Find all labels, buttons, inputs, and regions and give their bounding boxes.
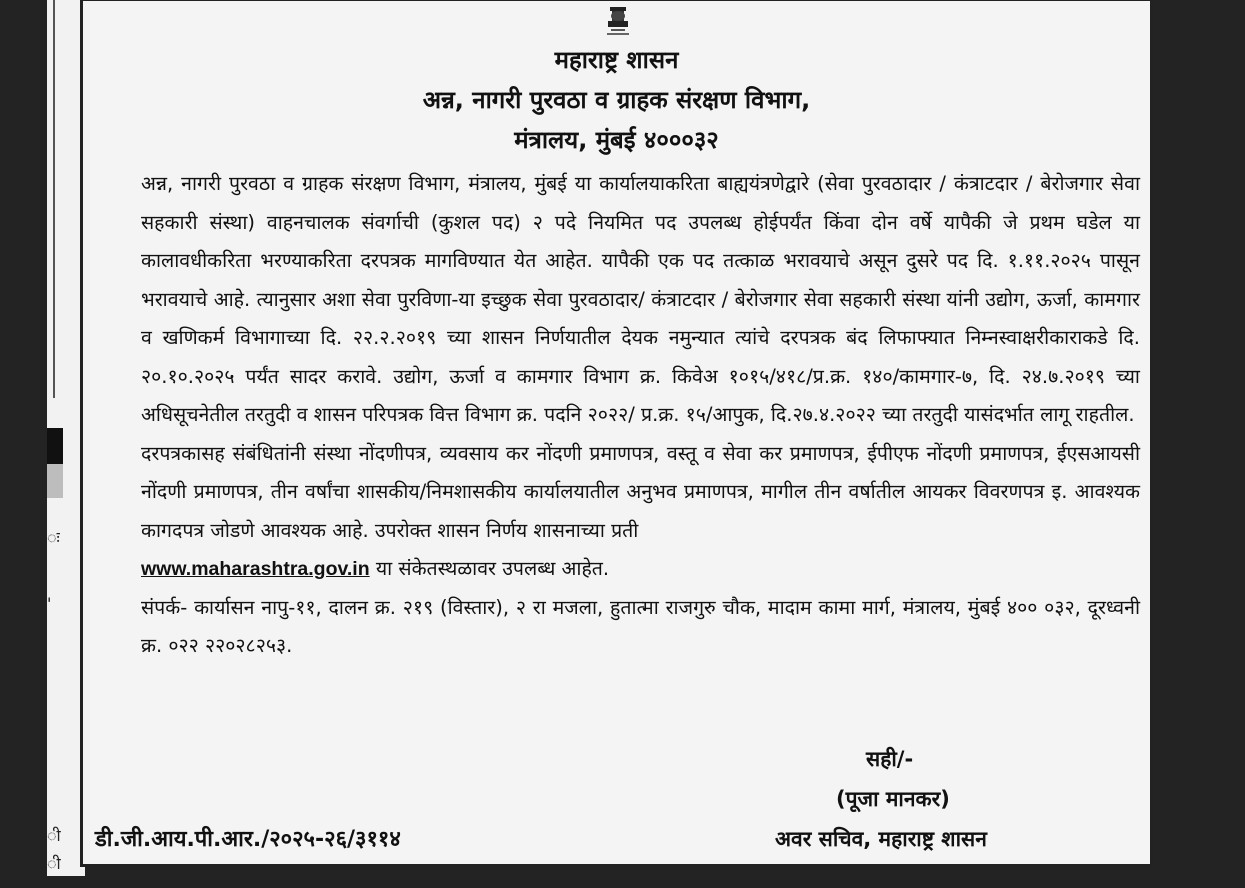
reference-number: डी.जी.आय.पी.आर./२०२५-२६/३११४ xyxy=(95,827,401,852)
notice-body xyxy=(95,165,1140,666)
adjacent-page-fragment: ी xyxy=(47,826,61,845)
paragraph-documents xyxy=(95,435,1140,589)
adjacent-page-fragment: ' xyxy=(47,594,52,613)
paragraph-contact: संपर्क- कार्यासन नापु-११, दालन क्र. २१९ (विस्तार), २ रा मजला, हुतात्मा राजगुरु चौक, मादाम कामा मार्ग, मंत्रालय, मुंबई ४०० ०३२, दूरध्वनी क्र. ०२२ २२०२८२५३. xyxy=(141,595,1140,657)
signature-designation: अवर सचिव, महाराष्ट्र शासन xyxy=(775,827,987,851)
header-government: महाराष्ट्र शासन xyxy=(554,46,679,74)
adjacent-page-rule xyxy=(53,0,55,398)
adjacent-page-shade xyxy=(47,464,63,498)
adjacent-page-block xyxy=(47,428,63,464)
notice-paper xyxy=(80,0,1153,867)
paragraph-tender-details: अन्न, नागरी पुरवठा व ग्राहक संरक्षण विभाग, मंत्रालय, मुंबई या कार्यालयाकरिता बाह्ययंत्रणेद्वारे (सेवा पुरवठादार / कंत्राटदार / बेरोजगार सेवा सहकारी संस्था) वाहनचालक संवर्गाची (कुशल पद) २ पदे नियमित पद उपलब्ध होईपर्यंत किंवा दोन वर्षे यापैकी जे प्रथम घडेल या कालावधीकरिता भरण्याकरिता दरपत्रक मागविण्यात येत आहेत. यापैकी एक पद तत्काळ भरावयाचे असून दुसरे पद दि. १.११.२०२५ पासून भरावयाचे आहे. त्यानुसार अशा सेवा पुरविणा-या इच्छुक सेवा पुरवठादार/ कंत्राटदार / बेरोजगार सेवा सहकारी संस्था यांनी उद्योग, ऊर्जा, कामगार व खणिकर्म विभागाच्या दि. २२.२.२०१९ च्या शासन निर्णयातील देयक नमुन्यात त्यांचे दरपत्रक बंद लिफाफ्यात निम्नस्वाक्षरीकाराकडे दि. २०.१०.२०२५ पर्यंत सादर करावे. उद्योग, ऊर्जा व कामगार विभाग क्र. किवेअ १०१५/४१८/प्र.क्र. १४०/कामगार-७, दि. २४.७.२०१९ च्या अधिसूचनेतील तरतुदी व शासन परिपत्रक वित्त विभाग क्र. पदनि २०२२/ प्र.क्र. १५/आपुक, दि.२७.४.२०२२ च्या तरतुदी यासंदर्भात लागू राहतील. xyxy=(141,172,1140,426)
website-link[interactable]: www.maharashtra.gov.in xyxy=(141,558,370,580)
header-department: अन्न, नागरी पुरवठा व ग्राहक संरक्षण विभाग, xyxy=(422,86,811,114)
signature-name: (पूजा मानकर) xyxy=(836,787,950,811)
header-address: मंत्रालय, मुंबई ४०००३२ xyxy=(514,126,719,154)
adjacent-page-fragment: ः xyxy=(47,528,60,547)
website-suffix: या संकेतस्थळावर उपलब्ध आहेत. xyxy=(369,557,610,580)
documents-text: दरपत्रकासह संबंधितांनी संस्था नोंदणीपत्र, व्यवसाय कर नोंदणी प्रमाणपत्र, वस्तू व सेवा कर प्रमाणपत्र, ईपीएफ नोंदणी प्रमाणपत्र, ईएसआयसी नोंदणी प्रमाणपत्र, तीन वर्षांचा शासकीय/निमशासकीय कार्यालयातील अनुभव प्रमाणपत्र, मागील तीन वर्षातील आयकर विवरणपत्र इ. आवश्यक कागदपत्र जोडणे आवश्यक आहे. उपरोक्त शासन निर्णय शासनाच्या प्रती xyxy=(141,441,1140,542)
signature-signed: सही/- xyxy=(866,747,914,771)
background-edge xyxy=(1178,0,1245,888)
adjacent-page-fragment: ी xyxy=(47,854,61,873)
state-emblem-icon xyxy=(602,7,634,37)
